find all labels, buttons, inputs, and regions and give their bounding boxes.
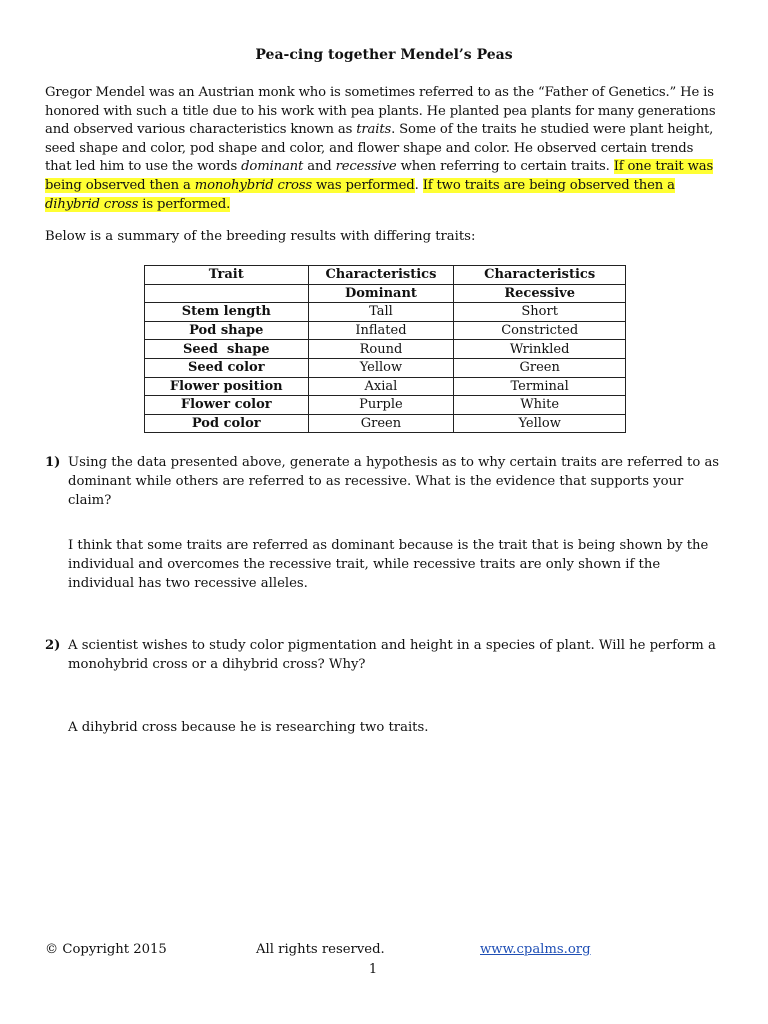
highlight-monohybrid-lead: If one trait was being observed then a (45, 159, 714, 193)
table-row (145, 340, 626, 359)
intro-text-1: Gregor Mendel was an Austrian monk who is sometimes referred to as the “Father of Genetics.” He is honored with such a title due to his work with pea plants. He planted pea plants for many generations and observed various characteristics known as (45, 85, 716, 138)
table-row (145, 396, 626, 415)
recessive-cell: Terminal (454, 377, 626, 396)
highlight-dihybrid-tail: is performed. (138, 196, 231, 212)
intro-text-2: . Some of the traits he studied were plant height, seed shape and color, pod shape and color, and flower shape and color. He observed certain trends that led him to use the words (45, 122, 714, 175)
table-header-row (145, 266, 626, 285)
page-title: Pea-cing together Mendel’s Peas (255, 47, 513, 63)
trait-cell: Seed color (145, 358, 309, 377)
term-dihybrid-cross: dihybrid cross (45, 196, 139, 212)
intro-and: and (303, 159, 336, 175)
page-number: 1 (368, 962, 378, 977)
term-recessive: recessive (335, 159, 397, 175)
intro-period: . (414, 177, 419, 193)
footer-copyright: © Copyright 2015 (45, 942, 167, 957)
trait-cell: Stem length (145, 303, 309, 322)
term-monohybrid-cross: monohybrid cross (194, 177, 312, 193)
header-trait: Trait (145, 266, 309, 285)
highlight-monohybrid-tail: was performed (311, 177, 415, 193)
recessive-cell: Constricted (454, 321, 626, 340)
intro-paragraph (45, 84, 721, 214)
highlight-dihybrid-lead: If two traits are being observed then a (422, 177, 675, 193)
dominant-cell: Axial (308, 377, 454, 396)
dominant-cell: Inflated (308, 321, 454, 340)
term-traits: traits (356, 122, 392, 138)
summary-lead: Below is a summary of the breeding results with differing traits: (45, 229, 476, 244)
dominant-cell: Round (308, 340, 454, 359)
recessive-cell: Wrinkled (454, 340, 626, 359)
subheader-dominant: Dominant (308, 284, 454, 303)
intro-text-3: when referring to certain traits. (396, 159, 610, 175)
header-characteristics-dominant: Characteristics (308, 266, 454, 285)
footer-rights: All rights reserved. (256, 942, 385, 957)
dominant-cell: Yellow (308, 358, 454, 377)
question-2-number: 2) (45, 638, 61, 653)
dominant-cell: Purple (308, 396, 454, 415)
answer-2: A dihybrid cross because he is researching two traits. (68, 720, 429, 735)
subheader-recessive: Recessive (454, 284, 626, 303)
recessive-cell: White (454, 396, 626, 415)
trait-cell: Pod color (145, 414, 309, 433)
question-1-number: 1) (45, 455, 61, 470)
table-row (145, 377, 626, 396)
question-1-text: Using the data presented above, generate a hypothesis as to why certain traits are referred to as dominant while others are referred to as recessive. What is the evidence that supports your claim? (68, 455, 720, 508)
question-2-text: A scientist wishes to study color pigmentation and height in a species of plant. Will he perform a monohybrid cross or a dihybrid cross? Why? (68, 638, 716, 672)
subheader-empty (145, 284, 309, 303)
trait-cell: Seed shape (145, 340, 309, 359)
table-row (145, 303, 626, 322)
trait-cell: Flower position (145, 377, 309, 396)
dominant-cell: Tall (308, 303, 454, 322)
header-characteristics-recessive: Characteristics (454, 266, 626, 285)
trait-cell: Flower color (145, 396, 309, 415)
recessive-cell: Short (454, 303, 626, 322)
table-row (145, 414, 626, 433)
table-subheader-row (145, 284, 626, 303)
recessive-cell: Yellow (454, 414, 626, 433)
term-dominant: dominant (241, 159, 304, 175)
footer-website-link[interactable]: www.cpalms.org (480, 942, 591, 957)
recessive-cell: Green (454, 358, 626, 377)
table-row (145, 321, 626, 340)
answer-1: I think that some traits are referred as dominant because is the trait that is being shown by the individual and overcomes the recessive trait, while recessive traits are only shown if the individual has two recessive alleles. (68, 538, 709, 591)
trait-cell: Pod shape (145, 321, 309, 340)
dominant-cell: Green (308, 414, 454, 433)
traits-table (144, 265, 626, 433)
table-row (145, 358, 626, 377)
